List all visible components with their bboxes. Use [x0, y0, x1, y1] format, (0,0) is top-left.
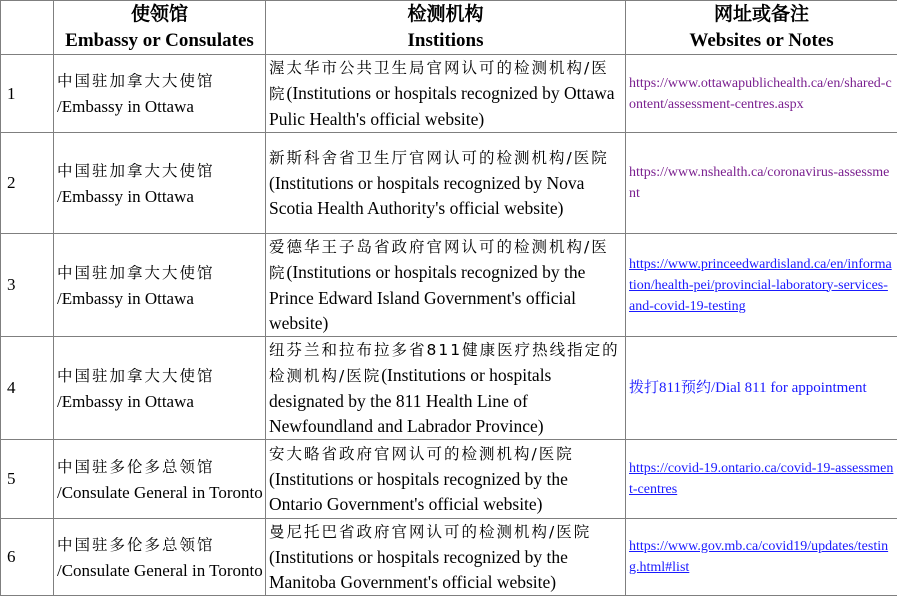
website-link[interactable]: https://www.gov.mb.ca/covid19/updates/testing.html#list	[629, 539, 888, 575]
embassy-en: /Consulate General in Toronto	[57, 561, 263, 580]
institution-zh: 纽芬兰和拉布拉多省811健康医疗热线指定的检测机构/医院	[269, 341, 620, 385]
embassy-zh: 中国驻加拿大大使馆	[57, 367, 215, 385]
table-row	[1, 133, 897, 234]
institution-zh: 新斯科舍省卫生厅官网认可的检测机构/医院	[269, 149, 609, 167]
embassy-zh: 中国驻多伦多总领馆	[57, 458, 215, 476]
website-cell	[626, 440, 897, 519]
embassy-cell	[54, 234, 266, 337]
embassy-zh: 中国驻加拿大大使馆	[57, 72, 215, 90]
header-institutions-en: Institions	[266, 28, 625, 54]
header-websites-zh: 网址或备注	[626, 2, 897, 28]
row-number: 6	[1, 519, 54, 596]
embassy-zh: 中国驻加拿大大使馆	[57, 162, 215, 180]
website-link[interactable]: https://covid-19.ontario.ca/covid-19-assessment-centres	[629, 461, 893, 497]
table-row	[1, 337, 897, 440]
row-number: 2	[1, 133, 54, 234]
website-cell	[626, 55, 897, 133]
row-number: 1	[1, 55, 54, 133]
website-link[interactable]: https://www.princeedwardisland.ca/en/information/health-pei/provincial-laboratory-services-and-covid-19-testing	[629, 257, 892, 314]
website-cell	[626, 133, 897, 234]
institution-zh: 安大略省政府官网认可的检测机构/医院	[269, 445, 574, 463]
phone-note: 拨打811预约/Dial 811 for appointment	[629, 380, 867, 396]
embassy-zh: 中国驻加拿大大使馆	[57, 264, 215, 282]
website-link[interactable]: https://www.ottawapublichealth.ca/en/shared-content/assessment-centres.aspx	[629, 76, 892, 112]
embassy-en: /Embassy in Ottawa	[57, 289, 194, 308]
embassy-en: /Embassy in Ottawa	[57, 187, 194, 206]
website-link[interactable]: https://www.nshealth.ca/coronavirus-assessment	[629, 165, 889, 201]
embassy-zh: 中国驻多伦多总领馆	[57, 536, 215, 554]
institution-cell	[266, 55, 626, 133]
embassy-cell	[54, 519, 266, 596]
institution-cell	[266, 440, 626, 519]
institution-zh: 曼尼托巴省政府官网认可的检测机构/医院	[269, 523, 591, 541]
table-row	[1, 519, 897, 596]
row-number: 5	[1, 440, 54, 519]
embassy-cell	[54, 440, 266, 519]
institution-cell	[266, 234, 626, 337]
website-cell	[626, 337, 897, 440]
embassy-cell	[54, 337, 266, 440]
table-row	[1, 440, 897, 519]
embassy-en: /Embassy in Ottawa	[57, 392, 194, 411]
embassy-en: /Consulate General in Toronto	[57, 483, 263, 502]
header-institutions	[266, 1, 626, 55]
row-number: 4	[1, 337, 54, 440]
institution-en: (Institutions or hospitals recognized by the Prince Edward Island Government's official website)	[269, 262, 585, 333]
institution-en: (Institutions or hospitals recognized by Nova Scotia Health Authority's official website)	[269, 173, 584, 218]
table-row	[1, 55, 897, 133]
institution-cell	[266, 133, 626, 234]
header-row	[1, 1, 897, 55]
institution-en: (Institutions or hospitals recognized by Ottawa Pulic Health's official website)	[269, 83, 615, 129]
institution-zh: 渥太华市公共卫生局官网认可的检测机构/医院	[269, 59, 609, 103]
institution-en: (Institutions or hospitals recognized by the Manitoba Government's official website)	[269, 547, 568, 592]
institution-en: (Institutions or hospitals recognized by the Ontario Government's official website)	[269, 469, 568, 514]
row-number: 3	[1, 234, 54, 337]
website-cell	[626, 234, 897, 337]
header-embassy-en: Embassy or Consulates	[54, 28, 265, 54]
institution-en: (Institutions or hospitals designated by the 811 Health Line of Newfoundland and Labrador Province)	[269, 365, 551, 436]
embassy-en: /Embassy in Ottawa	[57, 97, 194, 116]
header-number	[1, 1, 54, 55]
institution-cell	[266, 337, 626, 440]
institution-zh: 爱德华王子岛省政府官网认可的检测机构/医院	[269, 238, 609, 282]
header-institutions-zh: 检测机构	[266, 2, 625, 28]
embassy-cell	[54, 133, 266, 234]
header-websites	[626, 1, 897, 55]
institution-cell	[266, 519, 626, 596]
header-embassy-zh: 使领馆	[54, 2, 265, 28]
header-websites-en: Websites or Notes	[626, 28, 897, 54]
website-cell	[626, 519, 897, 596]
embassy-cell	[54, 55, 266, 133]
header-embassy	[54, 1, 266, 55]
table-row	[1, 234, 897, 337]
